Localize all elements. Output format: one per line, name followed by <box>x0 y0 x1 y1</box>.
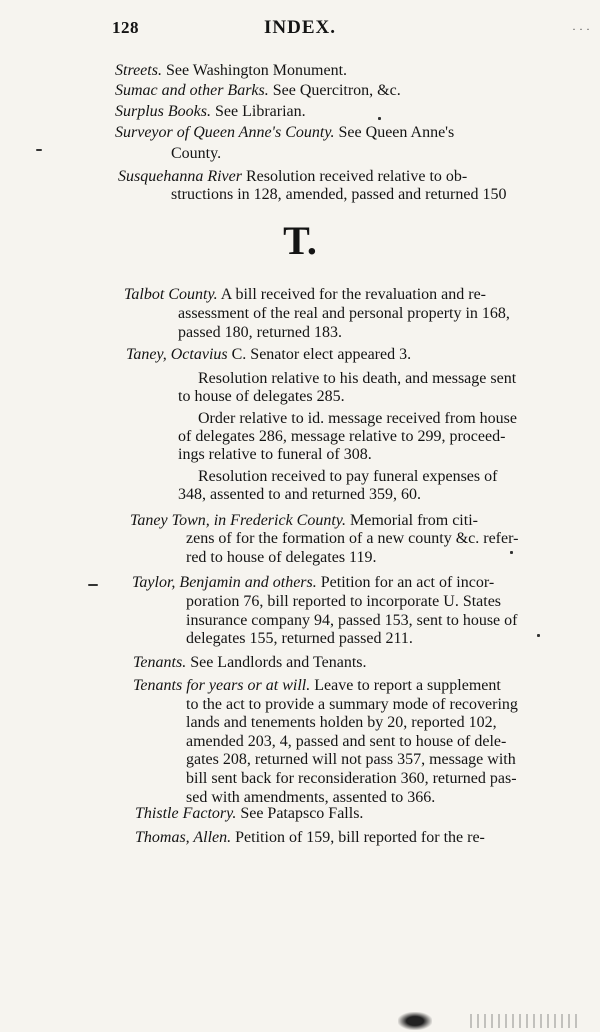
index-text: amended 203, 4, passed and sent to house of dele- <box>186 733 507 750</box>
index-line <box>178 305 510 323</box>
index-line <box>130 512 478 530</box>
index-line <box>135 805 363 823</box>
index-heading: Streets. <box>115 62 162 79</box>
index-line <box>115 124 454 142</box>
index-line <box>186 530 518 548</box>
ink-speck <box>537 634 540 637</box>
index-text: Memorial from citi- <box>346 512 478 529</box>
index-text: structions in 128, amended, passed and returned 150 <box>171 186 507 203</box>
index-text: Leave to report a supplement <box>310 677 501 694</box>
index-line <box>135 829 485 847</box>
index-line <box>186 733 506 751</box>
index-text: lands and tenements holden by 20, reported 102, <box>186 714 497 731</box>
index-line <box>171 145 221 163</box>
index-text: poration 76, bill reported to incorporate U. States <box>186 593 502 610</box>
index-line <box>133 677 501 695</box>
index-heading: Taney Town, in Frederick County. <box>130 512 346 529</box>
index-line <box>178 428 505 446</box>
index-line <box>126 346 411 364</box>
index-text: to the act to provide a summary mode of recovering <box>186 696 518 713</box>
index-heading: Talbot County. <box>124 286 218 303</box>
index-line <box>198 468 497 486</box>
index-text: delegates 155, returned passed 211. <box>186 630 413 647</box>
index-heading: Sumac and other Barks. <box>115 82 269 99</box>
index-line <box>186 751 516 769</box>
index-line <box>118 168 467 186</box>
index-text: 348, assented to and returned 359, 60. <box>178 486 422 503</box>
corner-marks: · · · <box>572 22 590 36</box>
index-text: County. <box>171 145 222 162</box>
index-line <box>198 410 517 428</box>
index-line <box>115 82 401 100</box>
index-line <box>178 324 342 342</box>
index-heading: Tenants. <box>133 654 187 671</box>
page-title: INDEX. <box>264 17 336 38</box>
index-line <box>186 593 501 611</box>
index-text: zens of for the formation of a new county &c. refer- <box>186 530 519 547</box>
index-heading: Surplus Books. <box>115 103 211 120</box>
ink-blot <box>398 1012 432 1030</box>
index-text: Resolution received relative to ob- <box>241 168 468 185</box>
ink-speck <box>378 117 381 120</box>
index-line <box>186 549 376 567</box>
index-heading: Taylor, Benjamin and others. <box>132 574 317 591</box>
index-text: A bill received for the revaluation and re- <box>217 286 486 303</box>
index-line <box>133 654 367 672</box>
index-text: to house of delegates 285. <box>178 388 345 405</box>
index-text: passed 180, returned 183. <box>178 324 342 341</box>
page-header <box>0 18 600 44</box>
index-text: Petition of 159, bill reported for the re- <box>231 829 485 846</box>
index-text: Petition for an act of incor- <box>316 574 495 591</box>
index-text: See Patapsco Falls. <box>236 805 364 822</box>
index-text: Resolution received to pay funeral expenses of <box>198 468 498 485</box>
index-heading: Thomas, Allen. <box>135 829 232 846</box>
index-line <box>198 370 516 388</box>
index-line <box>186 612 517 630</box>
index-heading: Susquehanna River <box>118 168 242 185</box>
index-line <box>186 696 518 714</box>
index-line <box>186 770 517 788</box>
index-text: Order relative to id. message received from house <box>198 410 517 427</box>
index-heading: Tenants for years or at will. <box>133 677 311 694</box>
index-text: bill sent back for reconsideration 360, returned pas- <box>186 770 517 787</box>
index-line <box>186 630 413 648</box>
paper-grain <box>470 1014 580 1028</box>
index-heading: Taney, Octavius <box>126 346 228 363</box>
index-heading: Thistle Factory. <box>135 805 237 822</box>
index-text: ings relative to funeral of 308. <box>178 446 372 463</box>
ink-speck <box>510 551 513 554</box>
page-number: 128 <box>112 18 139 37</box>
index-text: See Queen Anne's <box>334 124 455 141</box>
index-text: See Washington Monument. <box>161 62 348 79</box>
index-line <box>178 446 372 464</box>
index-line <box>115 103 306 121</box>
index-line <box>115 62 347 80</box>
index-text: See Landlords and Tenants. <box>186 654 367 671</box>
index-text: See Librarian. <box>211 103 306 120</box>
index-text: assessment of the real and personal property in 168, <box>178 305 510 322</box>
index-line <box>178 388 345 406</box>
index-text: See Quercitron, &c. <box>268 82 401 99</box>
section-letter: T. <box>283 218 317 263</box>
index-text: sed with amendments, assented to 366. <box>186 789 436 806</box>
index-text: red to house of delegates 119. <box>186 549 377 566</box>
index-text: of delegates 286, message relative to 299, proceed- <box>178 428 506 445</box>
ink-speck <box>88 584 98 586</box>
index-text: C. Senator elect appeared 3. <box>227 346 412 363</box>
index-text: gates 208, returned will not pass 357, message with <box>186 751 516 768</box>
index-line <box>178 486 421 504</box>
index-line <box>124 286 486 304</box>
index-line <box>186 714 497 732</box>
index-line <box>132 574 494 592</box>
index-heading: Surveyor of Queen Anne's County. <box>115 124 335 141</box>
ink-speck <box>36 149 42 151</box>
index-text: Resolution relative to his death, and message sent <box>198 370 517 387</box>
index-text: insurance company 94, passed 153, sent to house of <box>186 612 518 629</box>
index-line <box>171 186 506 204</box>
